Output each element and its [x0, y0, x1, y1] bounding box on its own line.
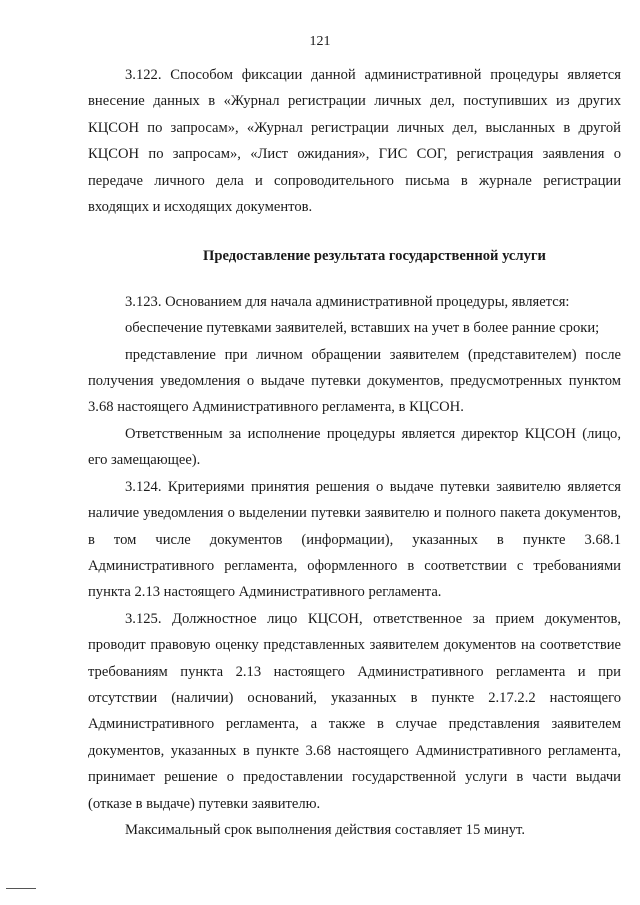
document-body — [88, 62, 621, 843]
paragraph-3-122: 3.122. Способом фиксации данной административной процедуры является внесение данных в «Журнал регистрации личных дел, поступивших из других КЦСОН по запросам», «Журнал регистрации личных дел, высланных в другой КЦСОН по запросам», «Лист ожидания», ГИС СОГ, регистрация заявления о передаче личного дела и сопроводительного письма в журнале регистрации входящих и исходящих документов. — [88, 67, 621, 216]
paragraph-3-124: 3.124. Критериями принятия решения о выдаче путевки заявителю является наличие уведомления о выделении путевки заявителю и полного пакета документов, в том числе документов (информации), указанных в пункте 3.68.1 Административного регламента, оформленного в соответствии с требованиями пункта 2.13 настоящего Административного регламента. — [88, 478, 621, 601]
section-heading: Предоставление результата государственной услуги — [203, 248, 546, 265]
paragraph-3-123-item-b: представление при личном обращении заявителем (представителем) после получения уведомления о выдаче путевки документов, предусмотренных пунктом 3.68 настоящего Административного регламента, в КЦСОН. — [88, 346, 621, 416]
margin-mark — [6, 888, 36, 889]
page-number: 121 — [309, 34, 331, 49]
paragraph-max-time: Максимальный срок выполнения действия составляет 15 минут. — [125, 821, 525, 838]
paragraph-3-123-item-a: обеспечение путевками заявителей, вставших на учет в более ранние сроки; — [125, 320, 600, 337]
paragraph-3-123: 3.123. Основанием для начала административной процедуры, является: — [125, 293, 570, 310]
paragraph-3-125: 3.125. Должностное лицо КЦСОН, ответственное за прием документов, проводит правовую оценку представленных заявителем документов на соответствие требованиям пункта 2.13 настоящего Административного регламента и при отсутствии (наличии) оснований, указанных в пункте 2.17.2.2 настоящего Административного регламента, а также в случае представления заявителем документов, указанных в пункте 3.68 настоящего Административного регламента, принимает решение о предоставлении государственной услуги в части выдачи (отказе в выдаче) путевки заявителю. — [88, 610, 621, 812]
paragraph-responsible: Ответственным за исполнение процедуры является директор КЦСОН (лицо, его замещающее). — [88, 425, 621, 469]
